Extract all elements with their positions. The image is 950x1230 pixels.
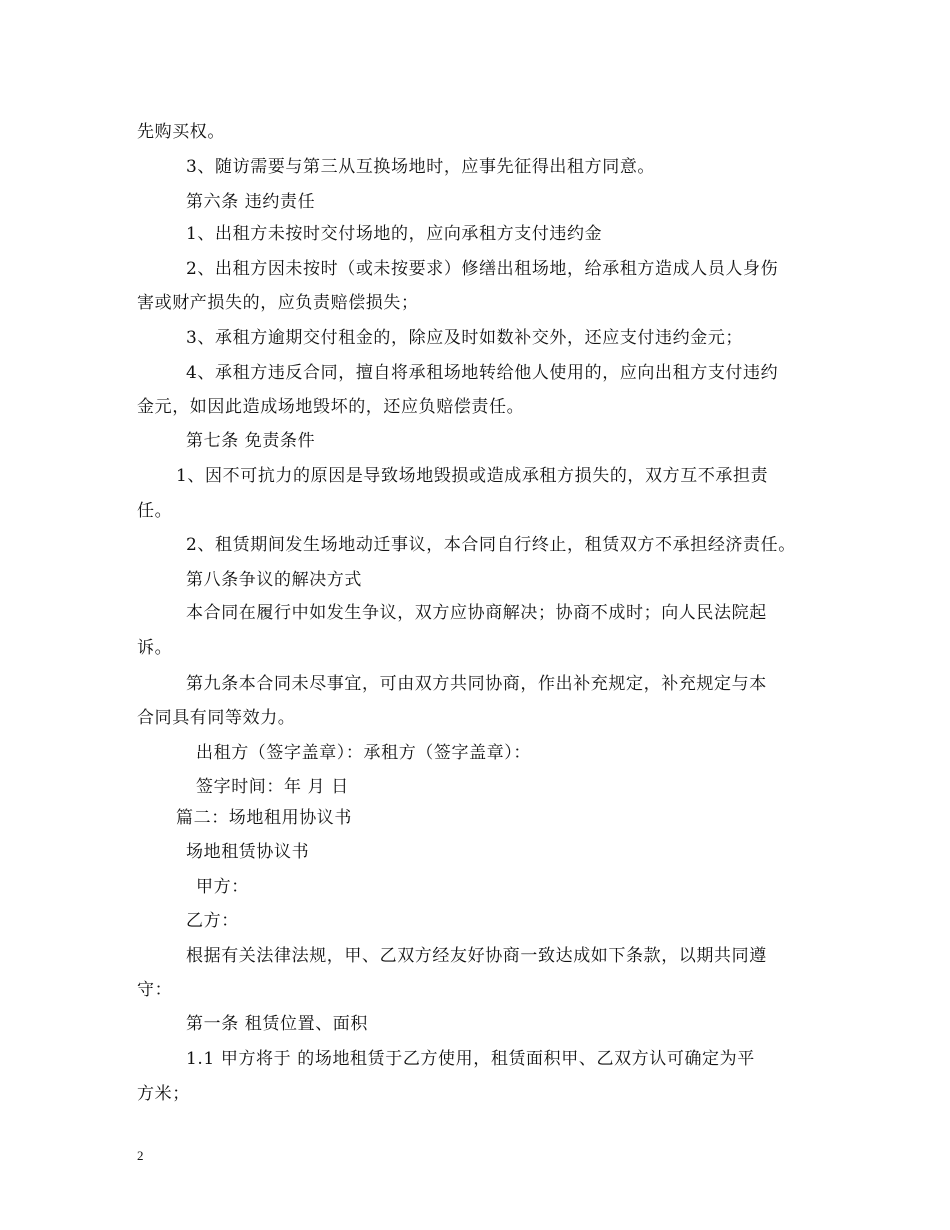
text-line: 2、出租方因未按时（或未按要求）修缮出租场地，给承租方造成人员人身伤 [186,259,779,279]
text-line: 3、随访需要与第三从互换场地时，应事先征得出租方同意。 [186,157,656,177]
text-line: 先购买权。 [137,122,225,142]
text-line: 2、租赁期间发生场地动迁事议，本合同自行终止，租赁双方不承担经济责任。 [186,535,796,555]
signature-date-line: 签字时间：年 月 日 [196,777,349,797]
text-line: 1.1 甲方将于 的场地租赁于乙方使用，租赁面积甲、乙双方认可确定为平 [186,1049,755,1069]
text-line: 根据有关法律法规，甲、乙双方经友好协商一致达成如下条款，以期共同遵 [186,946,767,966]
text-line: 1、出租方未按时交付场地的，应向承租方支付违约金 [186,224,603,244]
text-line: 本合同在履行中如发生争议，双方应协商解决；协商不成时；向人民法院起 [186,603,767,623]
signature-line: 出租方（签字盖章）：承租方（签字盖章）： [196,743,531,763]
text-line: 诉。 [137,638,173,658]
text-line: 害或财产损失的，应负责赔偿损失； [137,293,419,313]
text-line: 第九条本合同未尽事宜，可由双方共同协商，作出补充规定，补充规定与本 [186,674,767,694]
section-heading: 第六条 违约责任 [186,192,316,212]
party-b-line: 乙方： [186,911,239,931]
article-heading: 篇二：场地租用协议书 [176,808,352,828]
section-heading: 第七条 免责条件 [186,431,316,451]
party-a-line: 甲方： [196,877,249,897]
text-line: 合同具有同等效力。 [137,708,296,728]
text-line: 3、承租方逾期交付租金的，除应及时如数补交外，还应支付违约金元； [186,328,744,348]
section-heading: 第一条 租赁位置、面积 [186,1014,369,1034]
text-line: 守： [137,980,173,1000]
text-line: 金元，如因此造成场地毁坏的，还应负赔偿责任。 [137,397,525,417]
document-title: 场地租赁协议书 [186,842,310,862]
section-heading: 第八条争议的解决方式 [186,570,362,590]
text-line: 4、承租方违反合同，擅自将承租场地转给他人使用的，应向出租方支付违约 [186,363,779,383]
page-number: 2 [137,1148,144,1163]
text-line: 1、因不可抗力的原因是导致场地毁损或造成承租方损失的，双方互不承担责 [176,466,769,486]
text-line: 任。 [137,501,173,521]
text-line: 方米； [137,1084,190,1104]
